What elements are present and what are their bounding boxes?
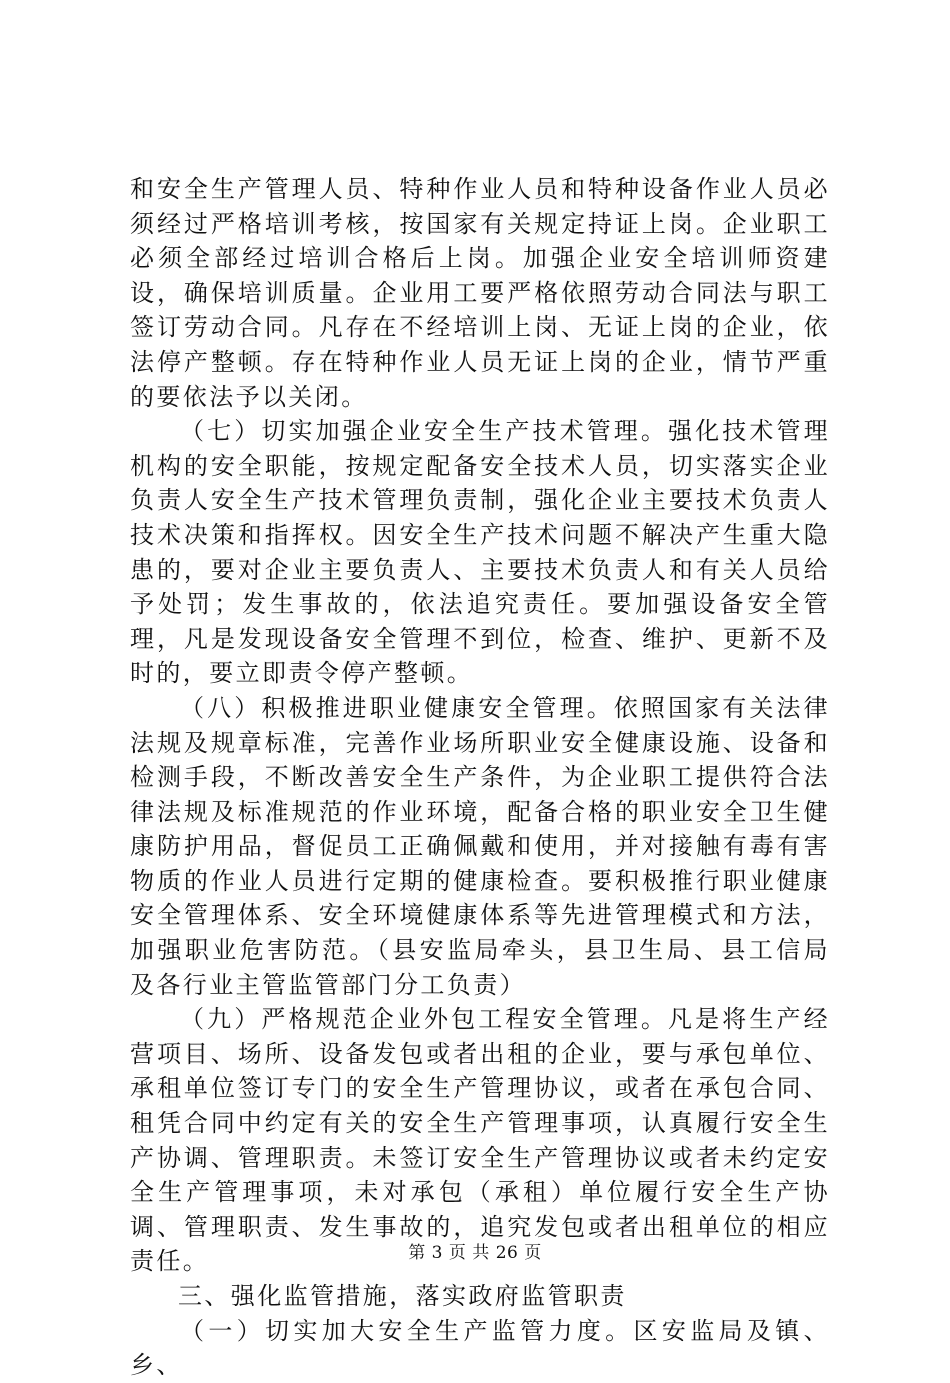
paragraph-eight-occupational-health: （八）积极推进职业健康安全管理。依照国家有关法律法规及规章标准，完善作业场所职业安全健康设施、设备和检测手段，不断改善安全生产条件，为企业职工提供符合法律法规及标准规范的作业环境，配备合格的职业安全卫生健康防护用品，督促员工正确佩戴和使用，并对接触有毒有害物质的作业人员进行定期的健康检查。要积极推行职业健康安全管理体系、安全环境健康体系等先进管理模式和方法，加强职业危害防范。（县安监局牵头，县卫生局、县工信局及各行业主管监管部门分工负责） — [130, 693, 830, 999]
paragraph-training: 和安全生产管理人员、特种作业人员和特种设备作业人员必须经过严格培训考核，按国家有关规定持证上岗。企业职工必须全部经过培训合格后上岗。加强企业安全培训师资建设，确保培训质量。企业用工要严格依照劳动合同法与职工签订劳动合同。凡存在不经培训上岗、无证上岗的企业，依法停产整顿。存在特种作业人员无证上岗的企业，情节严重的要依法予以关闭。 — [130, 175, 830, 411]
section-heading: 三、强化监管措施，落实政府监管职责 — [178, 1282, 627, 1310]
paragraph-nine-outsourcing: （九）严格规范企业外包工程安全管理。凡是将生产经营项目、场所、设备发包或者出租的企业，要与承包单位、承租单位签订专门的安全生产管理协议，或者在承包合同、租凭合同中约定有关的安全生产管理事项，认真履行安全生产协调、管理职责。未签订安全生产管理协议或者未约定安全生产管理事项，未对承包（承租）单位履行安全生产协调、管理职责、发生事故的，追究发包或者出租单位的相应责任。 — [130, 1005, 830, 1276]
paragraph-seven-technical-management: （七）切实加强企业安全生产技术管理。强化技术管理机构的安全职能，按规定配备安全技术人员，切实落实企业负责人安全生产技术管理负责制，强化企业主要技术负责人技术决策和指挥权。因安全生产技术问题不解决产生重大隐患的，要对企业主要负责人、主要技术负责人和有关人员给予处罚；发生事故的，依法追究责任。要加强设备安全管理，凡是发现设备安全管理不到位，检查、维护、更新不及时的，要立即责令停产整顿。 — [130, 417, 830, 688]
document-body — [130, 172, 830, 1383]
paragraph-one-supervision: （一）切实加大安全生产监管力度。区安监局及镇、乡、 — [130, 1316, 830, 1380]
page-footer: 第 3 页 共 26 页 — [408, 1243, 542, 1263]
